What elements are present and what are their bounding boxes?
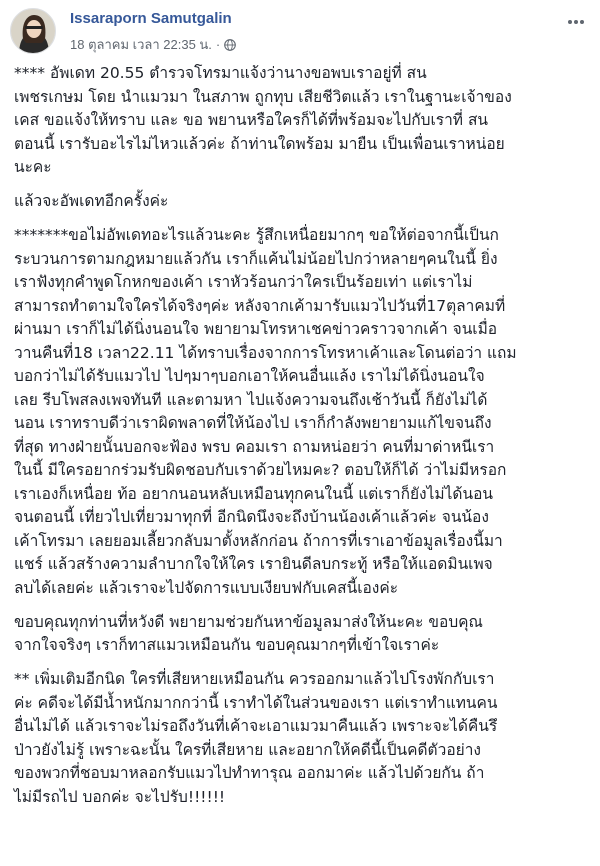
globe-icon[interactable] — [224, 39, 236, 51]
post-text-line: *******ขอไม่อัพเดทอะไรแล้วนะคะ รู้สึกเหนื่อยมากๆ ขอให้ต่อจากนี้เป็นก — [14, 226, 499, 244]
post-text-line: ขอบคุณทุกท่านที่หวังดี พยายามช่วยกันหาข้อมูลมาส่งให้นะคะ ขอบคุณ — [14, 612, 483, 631]
post-header — [10, 8, 592, 56]
post-text-line: ค่ะ คดีจะได้มีน้ำหนักมากกว่านี้ เราทำได้ในส่วนของเรา แต่เราทำแทนคน — [14, 693, 498, 712]
post-text-line: เค้าโทรมา เลยยอมเลี้ยวกลับมาตั้งหลักก่อน ถ้าการที่เราเอาข้อมูลเรื่องนี้มา — [14, 531, 503, 550]
post-text-line: ในนี้ มีใครอยากร่วมรับผิดชอบกับเราด้วยไหมคะ? ตอบให้ก็ได้ ว่าไม่มีหรอก — [14, 461, 507, 479]
post-text-line: ตอนนี้ เรารับอะไรไม่ไหวแล้วค่ะ ถ้าท่านใดพร้อม มายืน เป็นเพื่อนเราหน่อย — [14, 134, 505, 153]
avatar-photo-icon — [11, 9, 56, 54]
post-text-line: ** เพิ่มเติมอีกนิด ใครที่เสียหายเหมือนกัน ควรออกมาแล้วไปโรงพักกับเรา — [14, 670, 495, 688]
post-paragraph — [14, 668, 582, 809]
avatar[interactable] — [10, 8, 56, 54]
post-timestamp[interactable]: 18 ตุลาคม เวลา 22:35 น. — [70, 37, 212, 52]
post-paragraph — [14, 611, 582, 658]
post-paragraph — [14, 190, 582, 214]
post-meta — [70, 34, 236, 55]
post-text-line: เราฟังทุกคำพูดโกหกของเค้า เราหัวร้อนกว่าใครเป็นร้อยเท่า แต่เราไม่ — [14, 273, 473, 291]
post-text-line: วานคืนที่18 เวลา22.11 ได้ทราบเรื่องจากการโทรหาเค้าและโดนต่อว่า แถม — [14, 343, 517, 362]
post-body — [14, 62, 582, 820]
post-text-line: ไม่มีรถไป บอกค่ะ จะไปรับ!!!!!! — [14, 787, 226, 806]
post-text-line: แชร์ แล้วสร้างความลำบากใจให้ใคร เรายินดีลบกระทู้ หรือให้แอดมินเพจ — [14, 555, 493, 573]
meta-separator: · — [215, 37, 221, 52]
post-text-line: จากใจจริงๆ เราก็ทาสแมวเหมือนกัน ขอบคุณมากๆที่เข้าใจเราค่ะ — [14, 636, 440, 654]
post-text-line: เลย รีบโพสลงเพจทันที และตามหา ไปแจ้งความจนถึงเช้าวันนี้ ก็ยังไม่ได้ — [14, 390, 488, 409]
post-text-line: จนตอนนี้ เที่ยวไปเที่ยวมาทุกที่ อีกนิดนึงจะถึงบ้านน้องเค้าแล้วค่ะ จนน้อง — [14, 508, 489, 526]
post-text-line: ผ่านมา เราก็ไม่ได้นิ่งนอนใจ พยายามโทรหาเชคข่าวคราวจากเค้า จนเมื่อ — [14, 320, 498, 338]
post-text-line: นะคะ — [14, 158, 52, 176]
more-options-button[interactable] — [564, 14, 588, 30]
post-paragraph — [14, 224, 582, 600]
post-text-line: เราเองก็เหนื่อย ท้อ อยากนอนหลับเหมือนทุกคนในนี้ แต่เราก็ยังไม่ได้นอน — [14, 484, 493, 503]
post-paragraph — [14, 62, 582, 180]
post-text-line: ที่สุด ทางฝ่ายนั้นบอกจะฟ้อง พรบ คอมเรา ถามหน่อยว่า คนที่มาด่าหนีเรา — [14, 437, 495, 456]
post-text-line: ป่าวยังไม่รู้ เพราะฉะนั้น ใครที่เสียหาย และอยากให้คดีนี้เป็นคดีตัวอย่าง — [14, 740, 481, 759]
post-text-line: ลบได้เลยค่ะ แล้วเราจะไปจัดการแบบเงียบฟกับเคสนี้เองค่ะ — [14, 578, 399, 597]
author-name[interactable]: Issaraporn Samutgalin — [70, 10, 232, 27]
more-options-icon — [567, 19, 585, 25]
post-text-line: อื่นไม่ได้ แล้วเราจะไม่รอถึงวันที่เค้าจะเอาแมวมาคืนแล้ว เพราะจะได้คืนรึ — [14, 717, 498, 735]
post-text-line: เคส ขอแจ้งให้ทราบ และ ขอ พยานหรือใครก็ได้ที่พร้อมจะไปกับเราที่ สน — [14, 111, 489, 129]
post-text-line: นอน เราทราบดีว่าเราผิดพลาดที่ให้น้องไป เราก็กำลังพยายามแก้ไขจนถึง — [14, 414, 492, 432]
post-text-line: บอกว่าไม่ได้รับแมวไป ไปๆมาๆบอกเอาให้คนอื่นแล้ง เราไม่ได้นิ่งนอนใจ — [14, 367, 485, 385]
post-text-line: แล้วจะอัพเดทอีกครั้งค่ะ — [14, 192, 169, 210]
post-text-line: สามารถทำตามใจใครได้จริงๆค่ะ หลังจากเค้ามารับแมวไปวันที่17ตุลาคมที่ — [14, 296, 506, 315]
post-text-line: ของพวกที่ชอบมาหลอกรับแมวไปทำทารุณ ออกมาค่ะ แล้วไปด้วยกัน ถ้า — [14, 764, 485, 782]
post-text-line: เพชรเกษม โดย นำแมวมา ในสภาพ ถูกทุบ เสียชีวิตแล้ว เราในฐานะเจ้าของ — [14, 87, 512, 106]
post-text-line: **** อัพเดท 20.55 ตำรวจโทรมาแจ้งว่านางขอพบเราอยู่ที่ สน — [14, 64, 427, 82]
post-text-line: ระบวนการตามกฎหมายแล้วกัน เราก็แค้นไม่น้อยไปกว่าหลายๆคนในนี้ ยิ่ง — [14, 249, 498, 268]
